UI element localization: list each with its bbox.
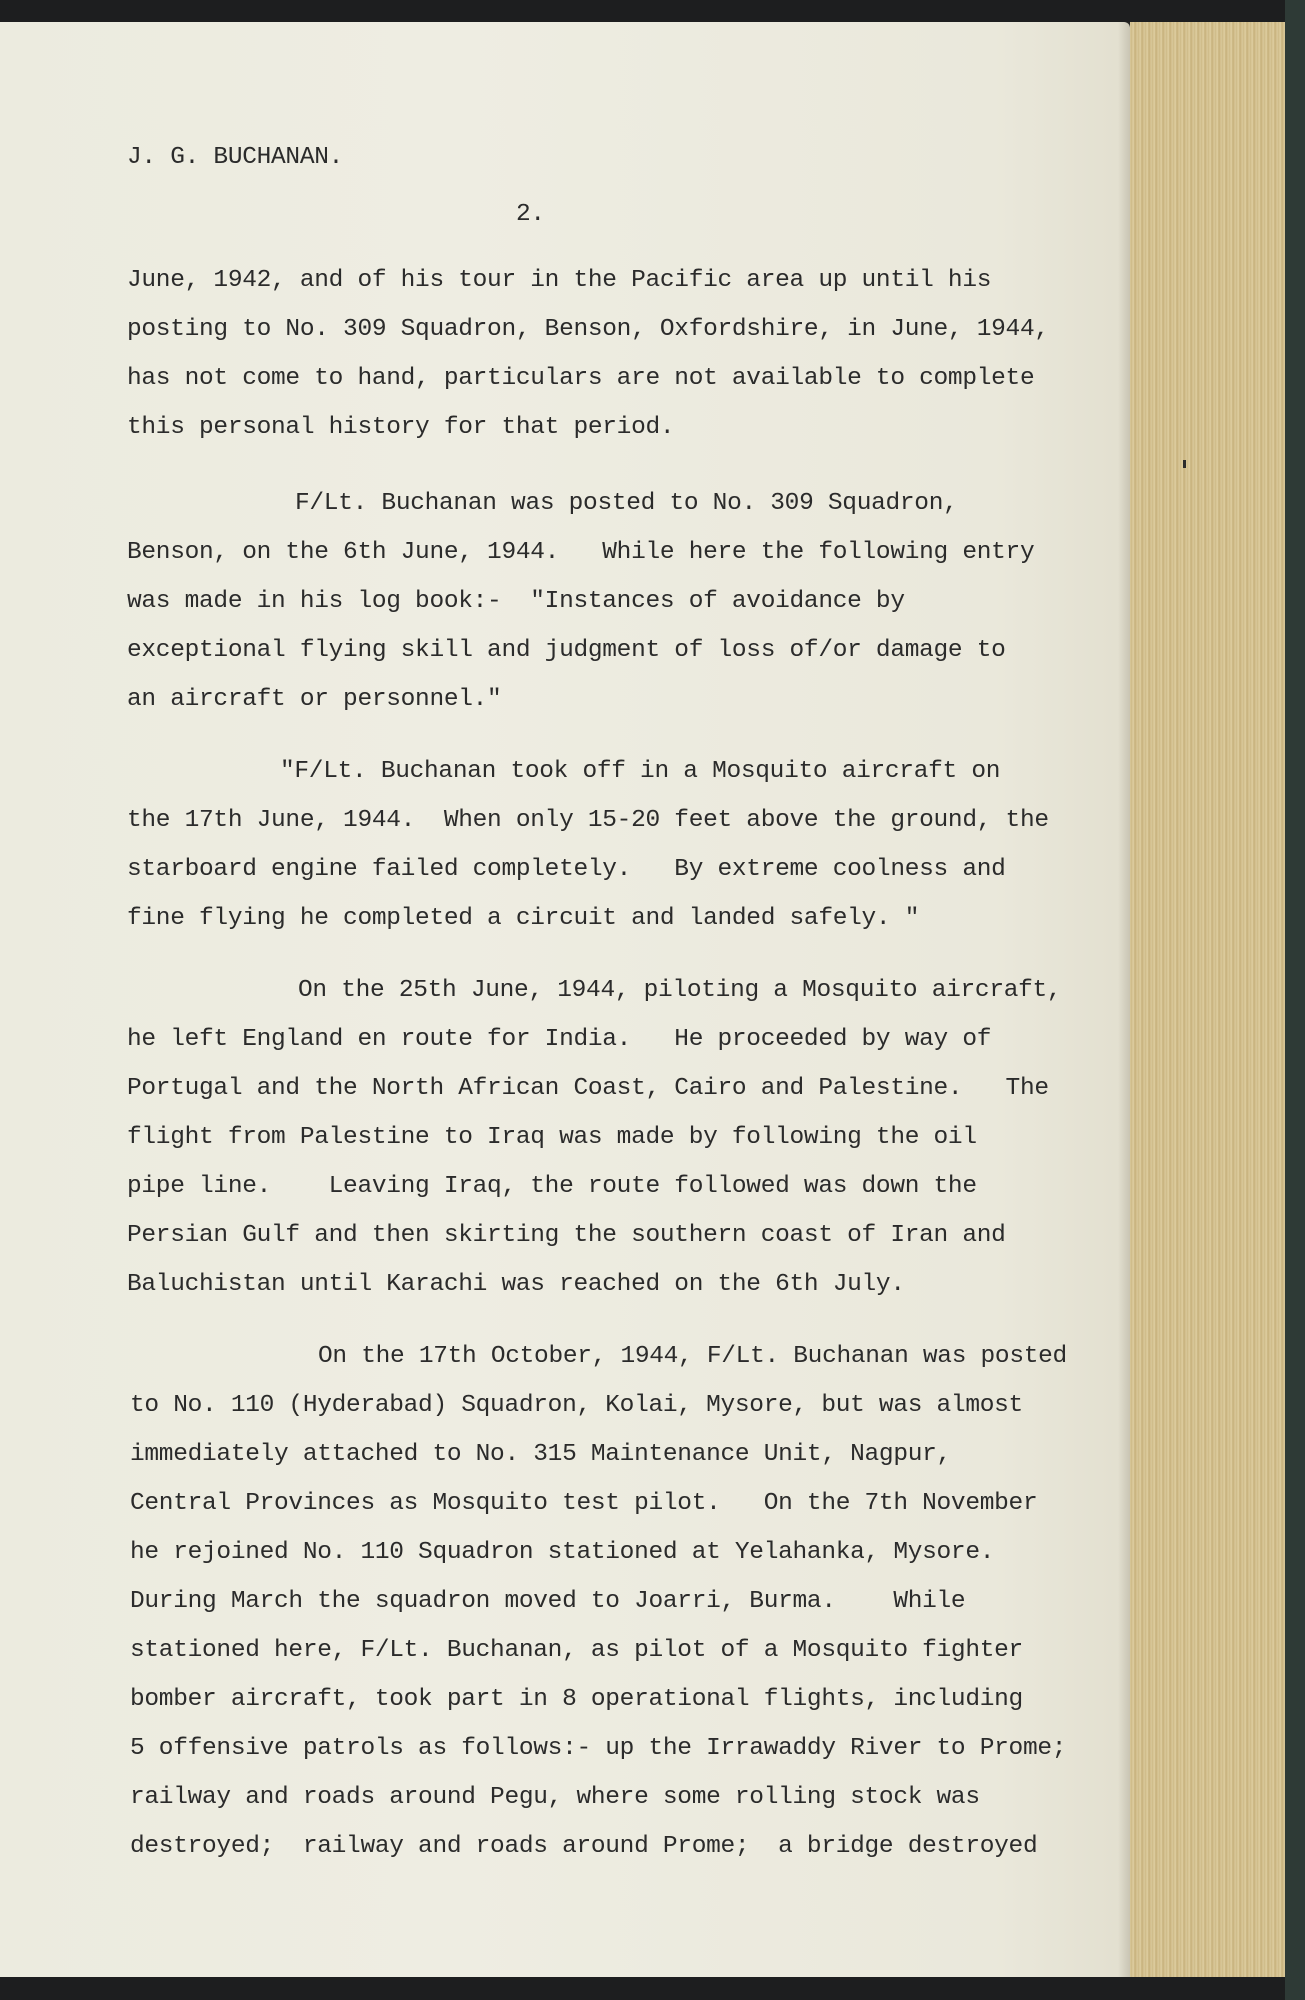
- text-line: On the 17th October, 1944, F/Lt. Buchanan was posted: [318, 1343, 1067, 1370]
- text-line: flight from Palestine to Iraq was made by following the oil: [127, 1124, 977, 1151]
- text-line: was made in his log book:- "Instances of avoidance by: [127, 588, 905, 615]
- document-header: J. G. BUCHANAN.: [127, 144, 344, 171]
- text-line: destroyed; railway and roads around Prome; a bridge destroyed: [130, 1833, 1038, 1860]
- text-line: starboard engine failed completely. By extreme coolness and: [127, 856, 1006, 883]
- text-line: F/Lt. Buchanan was posted to No. 309 Squadron,: [295, 490, 958, 517]
- text-line: Central Provinces as Mosquito test pilot. On the 7th November: [130, 1490, 1038, 1517]
- text-line: fine flying he completed a circuit and landed safely. ": [127, 905, 920, 932]
- text-line: Baluchistan until Karachi was reached on the 6th July.: [127, 1271, 905, 1298]
- text-line: he left England en route for India. He proceeded by way of: [127, 1026, 992, 1053]
- text-line: During March the squadron moved to Joarri, Burma. While: [130, 1588, 966, 1615]
- text-line: he rejoined No. 110 Squadron stationed at Yelahanka, Mysore.: [130, 1539, 995, 1566]
- text-line: exceptional flying skill and judgment of loss of/or damage to: [127, 637, 1006, 664]
- text-line: immediately attached to No. 315 Maintenance Unit, Nagpur,: [130, 1441, 951, 1468]
- text-line: railway and roads around Pegu, where some rolling stock was: [130, 1784, 980, 1811]
- text-line: "F/Lt. Buchanan took off in a Mosquito aircraft on: [280, 758, 1001, 785]
- text-line: bomber aircraft, took part in 8 operational flights, including: [130, 1686, 1023, 1713]
- text-line: to No. 110 (Hyderabad) Squadron, Kolai, Mysore, but was almost: [130, 1392, 1023, 1419]
- text-line: Benson, on the 6th June, 1944. While here the following entry: [127, 539, 1035, 566]
- text-line: this personal history for that period.: [127, 414, 675, 441]
- text-line: Persian Gulf and then skirting the southern coast of Iran and: [127, 1222, 1006, 1249]
- text-line: pipe line. Leaving Iraq, the route followed was down the: [127, 1173, 977, 1200]
- text-line: Portugal and the North African Coast, Cairo and Palestine. The: [127, 1075, 1049, 1102]
- margin-mark: [1183, 460, 1186, 468]
- text-line: an aircraft or personnel.": [127, 686, 502, 713]
- text-line: 5 offensive patrols as follows:- up the Irrawaddy River to Prome;: [130, 1735, 1067, 1762]
- text-line: stationed here, F/Lt. Buchanan, as pilot of a Mosquito fighter: [130, 1637, 1023, 1664]
- page-number: 2.: [516, 201, 545, 228]
- text-line: has not come to hand, particulars are not available to complete: [127, 365, 1035, 392]
- text-line: June, 1942, and of his tour in the Pacific area up until his: [127, 267, 992, 294]
- text-line: posting to No. 309 Squadron, Benson, Oxfordshire, in June, 1944,: [127, 316, 1049, 343]
- text-line: the 17th June, 1944. When only 15-20 feet above the ground, the: [127, 807, 1049, 834]
- book-spine: [1285, 0, 1305, 2000]
- book-page-edges: [1130, 22, 1285, 1977]
- text-line: On the 25th June, 1944, piloting a Mosquito aircraft,: [298, 977, 1062, 1004]
